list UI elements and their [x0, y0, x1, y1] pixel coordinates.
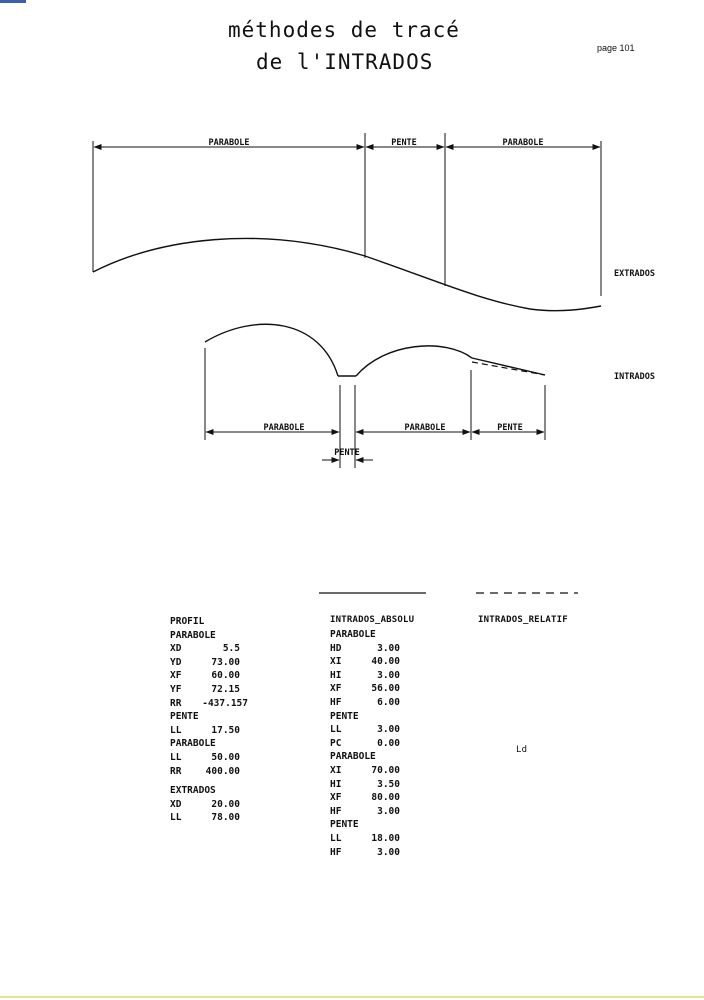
- param-value: 3.00: [377, 642, 400, 654]
- param-row: [170, 798, 248, 812]
- param-row: [330, 778, 400, 792]
- param-key: XI: [330, 656, 342, 668]
- param-row: [330, 737, 400, 751]
- param-key: LL: [330, 724, 342, 736]
- legend-dashed-label: INTRADOS_RELATIF: [478, 615, 568, 625]
- param-key: XD: [170, 798, 182, 810]
- param-row: [170, 656, 248, 670]
- param-row: [330, 832, 400, 846]
- param-key: HI: [330, 669, 342, 681]
- page-number: page 101: [597, 43, 635, 53]
- section-title: PARABOLE: [170, 629, 216, 641]
- param-value: 73.00: [211, 656, 240, 668]
- top-dimension-chain: [93, 133, 601, 296]
- param-key: HF: [330, 696, 342, 708]
- intrados-relatif-dashed: [472, 362, 545, 375]
- param-value: 18.00: [371, 832, 400, 844]
- param-key: PC: [330, 737, 342, 749]
- param-row: [330, 764, 400, 778]
- param-value: 400.00: [205, 765, 240, 777]
- section-title: EXTRADOS: [170, 785, 216, 797]
- param-key: HI: [330, 778, 342, 790]
- extrados-label: EXTRADOS: [614, 269, 655, 279]
- dim-label-parabole-2: PARABOLE: [502, 138, 544, 148]
- param-key: XD: [170, 643, 182, 655]
- dim-label-parabole-2: PARABOLE: [404, 423, 446, 433]
- param-value: 20.00: [211, 798, 240, 810]
- param-row: [330, 723, 400, 737]
- param-value: 3.00: [377, 805, 400, 817]
- note-mark: Ld: [516, 745, 528, 755]
- section-title: PENTE: [330, 819, 359, 831]
- small-dim-label-pente: PENTE: [334, 448, 360, 458]
- intrados-parabola-1: [205, 324, 338, 376]
- profil-column: [170, 615, 248, 825]
- param-row: [330, 805, 400, 819]
- param-key: XI: [330, 764, 342, 776]
- intrados-parabola-2: [356, 346, 472, 376]
- param-row: [170, 765, 248, 779]
- param-key: XF: [330, 792, 342, 804]
- param-key: RR: [170, 697, 182, 709]
- param-key: LL: [170, 724, 182, 736]
- title-line-1: méthodes de tracé: [228, 18, 460, 42]
- param-value: 3.00: [377, 846, 400, 858]
- absolu-column: [330, 628, 400, 859]
- param-row: [170, 724, 248, 738]
- param-row: [330, 682, 400, 696]
- param-row: [330, 791, 400, 805]
- param-key: HF: [330, 805, 342, 817]
- param-value: 0.00: [377, 737, 400, 749]
- section-title: PENTE: [330, 710, 359, 722]
- param-key: YF: [170, 683, 182, 695]
- dim-label-pente: PENTE: [497, 423, 523, 433]
- param-value: 72.15: [211, 683, 240, 695]
- legend-solid-label: INTRADOS_ABSOLU: [330, 615, 415, 625]
- param-row: [170, 642, 248, 656]
- page-bottom-edge: [0, 996, 704, 998]
- param-value: 78.00: [211, 812, 240, 824]
- param-row: [170, 811, 248, 825]
- extrados-curve: [93, 238, 601, 310]
- dim-label-parabole-1: PARABOLE: [263, 423, 305, 433]
- param-value: 17.50: [211, 724, 240, 736]
- param-key: XF: [170, 670, 182, 682]
- param-value: 3.00: [377, 724, 400, 736]
- title-line-2: de l'INTRADOS: [256, 50, 434, 74]
- dim-label-pente: PENTE: [391, 138, 417, 148]
- param-value: 3.00: [377, 669, 400, 681]
- section-title: PARABOLE: [170, 738, 216, 750]
- param-value: 60.00: [211, 670, 240, 682]
- param-row: [330, 846, 400, 860]
- param-row: [170, 669, 248, 683]
- param-value: 70.00: [371, 764, 400, 776]
- param-row: [330, 655, 400, 669]
- param-value: -437.157: [202, 697, 248, 709]
- param-key: LL: [170, 812, 182, 824]
- param-key: XF: [330, 683, 342, 695]
- intrados-label: INTRADOS: [614, 372, 655, 382]
- param-row: [330, 669, 400, 683]
- dim-label-parabole-1: PARABOLE: [208, 138, 250, 148]
- param-key: RR: [170, 765, 182, 777]
- section-title: PARABOLE: [330, 751, 376, 763]
- param-row: [170, 697, 248, 711]
- param-value: 3.50: [377, 778, 400, 790]
- param-value: 50.00: [211, 751, 240, 763]
- param-key: LL: [330, 832, 342, 844]
- param-value: 5.5: [222, 643, 240, 655]
- param-row: [170, 683, 248, 697]
- section-title: PROFIL: [170, 616, 205, 627]
- param-value: 80.00: [371, 792, 400, 804]
- param-key: HF: [330, 846, 342, 858]
- param-row: [330, 642, 400, 656]
- param-value: 56.00: [371, 683, 400, 695]
- section-title: PENTE: [170, 711, 199, 723]
- param-value: 6.00: [377, 696, 400, 708]
- param-key: YD: [170, 656, 182, 668]
- param-row: [330, 696, 400, 710]
- param-key: LL: [170, 751, 182, 763]
- param-row: [170, 751, 248, 765]
- param-value: 40.00: [371, 656, 400, 668]
- section-title: PARABOLE: [330, 629, 376, 640]
- param-key: HD: [330, 642, 342, 654]
